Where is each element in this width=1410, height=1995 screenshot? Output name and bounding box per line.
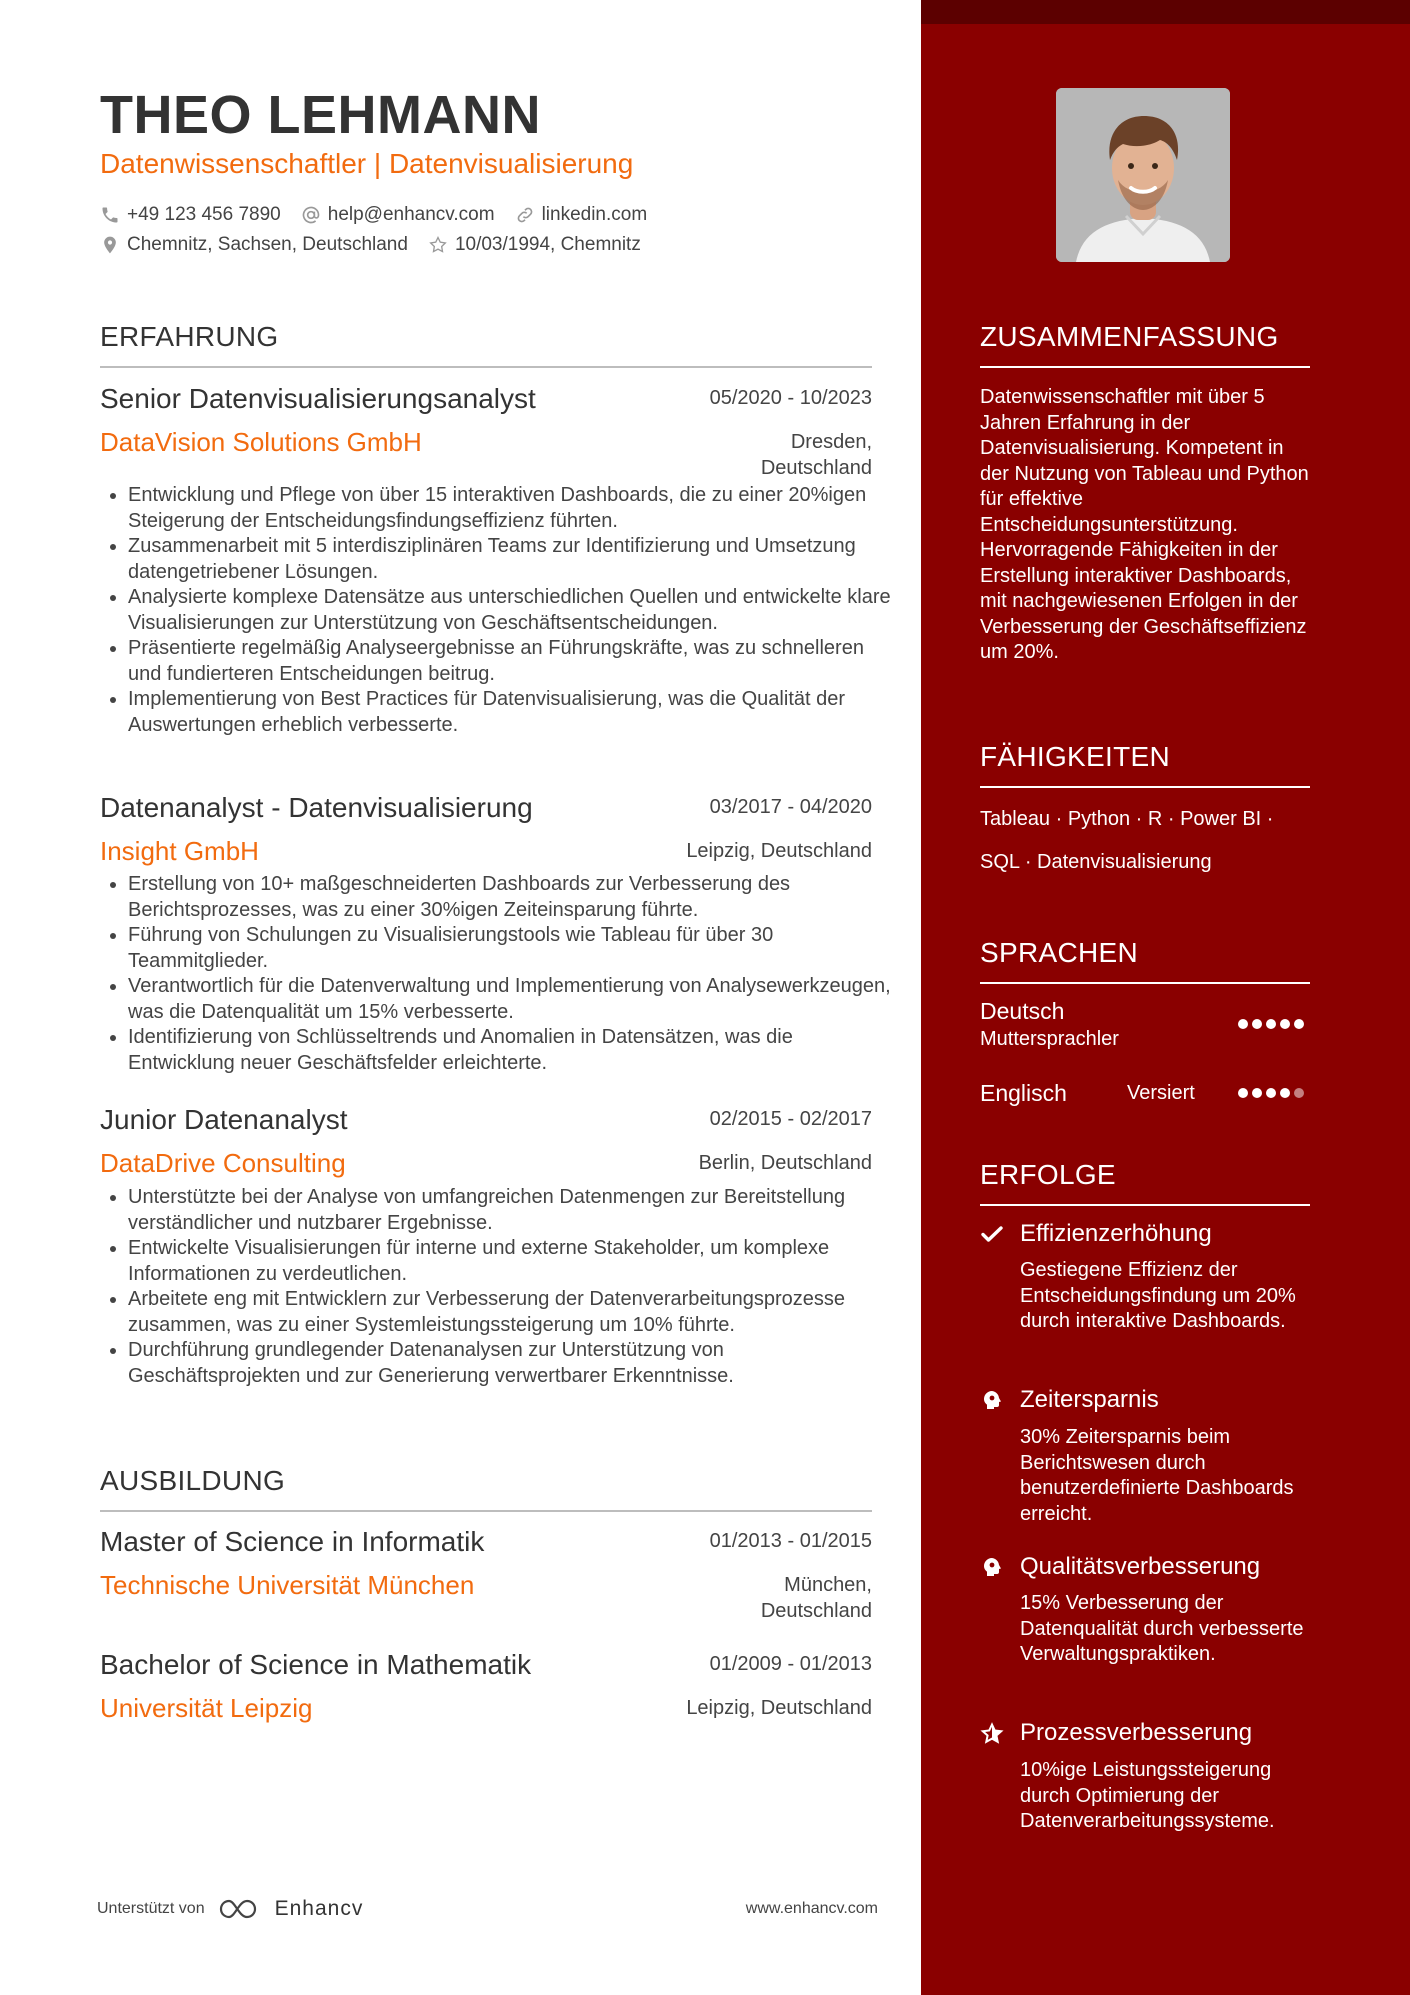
footer-url[interactable]: www.enhancv.com	[745, 1900, 878, 1917]
rating-dot-empty	[1294, 1088, 1304, 1098]
footer-powered-by	[97, 1896, 363, 1922]
contact-phone[interactable]	[100, 204, 281, 226]
location-text: Chemnitz, Sachsen, Deutschland	[127, 234, 408, 255]
star-outline-icon	[428, 235, 448, 255]
section-title-languages: SPRACHEN	[980, 937, 1138, 968]
job-bullets	[100, 483, 900, 738]
language-name: Englisch	[980, 1080, 1067, 1106]
rating-dot-filled	[1280, 1088, 1290, 1098]
degree-title: Master of Science in Informatik	[100, 1526, 485, 1557]
contact-row-1	[100, 204, 647, 226]
degree-title: Bachelor of Science in Mathematik	[100, 1649, 532, 1680]
rating-dot-filled	[1266, 1088, 1276, 1098]
achievement-description: 30% Zeitersparnis beim Berichtswesen durch benutzerdefinierte Dashboards erreicht.	[1020, 1426, 1294, 1525]
rating-dot-filled	[1238, 1088, 1248, 1098]
rating-dot-filled	[1266, 1019, 1276, 1029]
achievement-title: Qualitätsverbesserung	[1020, 1553, 1261, 1580]
job-date: 02/2015 - 02/2017	[709, 1108, 872, 1130]
contact-location	[100, 234, 408, 256]
achievement-description: Gestiegene Effizienz der Entscheidungsfindung um 20% durch interaktive Dashboards.	[1020, 1259, 1296, 1332]
powered-by-text: Unterstützt von	[97, 1900, 205, 1917]
achievement-description: 15% Verbesserung der Datenqualität durch verbesserte Verwaltungspraktiken.	[1020, 1592, 1304, 1665]
email-text: help@enhancv.com	[327, 204, 495, 225]
achievement-description: 10%ige Leistungssteigerung durch Optimierung der Datenverarbeitungssysteme.	[1020, 1759, 1275, 1832]
achievement-title: Effizienzerhöhung	[1020, 1220, 1212, 1247]
candidate-role: Datenwissenschaftler | Datenvisualisierung	[100, 148, 634, 179]
rating-dot-filled	[1280, 1019, 1290, 1029]
section-title-experience: ERFAHRUNG	[100, 321, 279, 352]
sidebar-divider	[980, 786, 1310, 788]
school-name: Technische Universität München	[100, 1570, 475, 1600]
contact-link[interactable]	[515, 204, 648, 226]
bullet: • Analysierte komplexe Datensätze aus unterschiedlichen Quellen und entwickelte klare Visualisierungen zur Unterstützung von Geschäftsentscheidungen.	[128, 585, 900, 636]
section-title-achievements: ERFOLGE	[980, 1159, 1116, 1190]
bullet: • Führung von Schulungen zu Visualisierungstools wie Tableau für über 30 Teammitglieder.	[128, 923, 900, 974]
job-location: Leipzig, Deutschland	[686, 840, 872, 862]
location-pin-icon	[100, 235, 120, 255]
candidate-name: THEO LEHMANN	[100, 85, 541, 145]
bullet: • Präsentierte regelmäßig Analyseergebnisse an Führungskräfte, was zu schnelleren und fundierteren Entscheidungen beitrug.	[128, 636, 900, 687]
bullet: • Implementierung von Best Practices für Datenvisualisierung, was die Qualität der Auswertungen erheblich verbesserte.	[128, 687, 900, 738]
sidebar-divider	[980, 1204, 1310, 1206]
rating-dot-filled	[1252, 1019, 1262, 1029]
job-company: Insight GmbH	[100, 836, 259, 866]
language-name: Deutsch	[980, 998, 1065, 1024]
brain-icon	[980, 1388, 1004, 1412]
job-title: Datenanalyst - Datenvisualisierung	[100, 792, 533, 823]
footer-brand: Enhancv	[274, 1897, 364, 1920]
education-date: 01/2013 - 01/2015	[709, 1530, 872, 1552]
phone-text: +49 123 456 7890	[127, 204, 281, 225]
bullet: • Entwicklung und Pflege von über 15 interaktiven Dashboards, die zu einer 20%igen Steigerung der Entscheidungsfindungseffizienz führten.	[128, 483, 900, 534]
section-title-education: AUSBILDUNG	[100, 1465, 286, 1496]
bullet: • Verantwortlich für die Datenverwaltung und Implementierung von Analysewerkzeugen, was die Datenqualität um 15% verbesserte.	[128, 974, 900, 1025]
bullet: • Arbeitete eng mit Entwicklern zur Verbesserung der Datenverarbeitungsprozesse zusammen, was zu einer Systemleistungssteigerung um 10% führte.	[128, 1287, 900, 1338]
education-location	[761, 1572, 872, 1624]
skills-line: Tableau · Python · R · Power BI ·	[980, 808, 1274, 830]
contact-birth	[428, 234, 641, 256]
language-level: Muttersprachler	[980, 1028, 1119, 1050]
star-icon	[980, 1722, 1004, 1746]
education-location: Leipzig, Deutschland	[686, 1697, 872, 1719]
school-name: Universität Leipzig	[100, 1693, 313, 1723]
sidebar-divider	[980, 982, 1310, 984]
rating-dot-filled	[1252, 1088, 1262, 1098]
at-icon	[301, 205, 321, 225]
achievement-title: Prozessverbesserung	[1020, 1719, 1253, 1746]
contact-email[interactable]	[301, 204, 495, 226]
sidebar-divider	[980, 366, 1310, 368]
job-title: Senior Datenvisualisierungsanalyst	[100, 383, 536, 414]
language-rating	[1238, 1019, 1304, 1029]
skills-list	[980, 798, 1310, 884]
job-bullets	[100, 1185, 900, 1389]
contact-row-2	[100, 234, 641, 256]
job-location	[761, 429, 872, 481]
job-date: 05/2020 - 10/2023	[709, 387, 872, 409]
birth-text: 10/03/1994, Chemnitz	[454, 234, 641, 255]
education-location-line: München, Deutschland	[760, 1574, 872, 1622]
bullet: • Durchführung grundlegender Datenanalysen zur Unterstützung von Geschäftsprojekten und zur Generierung verwertbarer Erkenntnisse.	[128, 1338, 900, 1389]
section-title-skills: FÄHIGKEITEN	[980, 741, 1170, 772]
profile-photo	[1056, 88, 1230, 262]
job-title: Junior Datenanalyst	[100, 1104, 348, 1135]
education-date: 01/2009 - 01/2013	[709, 1653, 872, 1675]
skills-line: SQL · Datenvisualisierung	[980, 851, 1212, 873]
bullet: • Erstellung von 10+ maßgeschneiderten Dashboards zur Verbesserung des Berichtsprozesses, was zu einer 30%igen Zeiteinsparung führte.	[128, 872, 900, 923]
section-divider	[100, 366, 872, 368]
section-title-summary: ZUSAMMENFASSUNG	[980, 321, 1279, 352]
brain-icon	[980, 1555, 1004, 1579]
job-date: 03/2017 - 04/2020	[709, 796, 872, 818]
bullet: • Zusammenarbeit mit 5 interdisziplinären Teams zur Identifizierung und Umsetzung datengetriebener Lösungen.	[128, 534, 900, 585]
rating-dot-filled	[1294, 1019, 1304, 1029]
link-text: linkedin.com	[541, 204, 648, 225]
achievement-title: Zeitersparnis	[1020, 1386, 1159, 1413]
link-icon	[515, 205, 535, 225]
job-bullets	[100, 872, 900, 1076]
job-company: DataVision Solutions GmbH	[100, 427, 422, 457]
check-icon	[980, 1222, 1004, 1246]
avatar-illustration	[1056, 88, 1230, 262]
section-divider	[100, 1510, 872, 1512]
language-level: Versiert	[1127, 1082, 1195, 1104]
language-rating	[1238, 1088, 1304, 1098]
job-company: DataDrive Consulting	[100, 1148, 346, 1178]
phone-icon	[100, 205, 120, 225]
job-location: Berlin, Deutschland	[698, 1152, 872, 1174]
bullet: • Unterstützte bei der Analyse von umfangreichen Datenmengen zur Bereitstellung verständlicher und nutzbarer Ergebnisse.	[128, 1185, 900, 1236]
summary-text: Datenwissenschaftler mit über 5 Jahren Erfahrung in der Datenvisualisierung. Kompetent in der Nutzung von Tableau und Python für effektive Entscheidungsunterstützung. Hervorragende Fähigkeiten in der Erstellung interaktiver Dashboards, mit nachgewiesenen Erfolgen in der Verbesserung der Geschäftseffizienz um 20%.	[980, 386, 1309, 663]
bullet: • Entwickelte Visualisierungen für interne und externe Stakeholder, um komplexe Informationen zu verdeutlichen.	[128, 1236, 900, 1287]
sidebar-top-bar	[921, 0, 1410, 24]
job-location-line: Dresden, Deutschland	[760, 431, 872, 479]
rating-dot-filled	[1238, 1019, 1248, 1029]
enhancv-logo-icon	[217, 1896, 263, 1922]
bullet: • Identifizierung von Schlüsseltrends und Anomalien in Datensätzen, was die Entwicklung neuer Geschäftsfelder erleichterte.	[128, 1025, 900, 1076]
